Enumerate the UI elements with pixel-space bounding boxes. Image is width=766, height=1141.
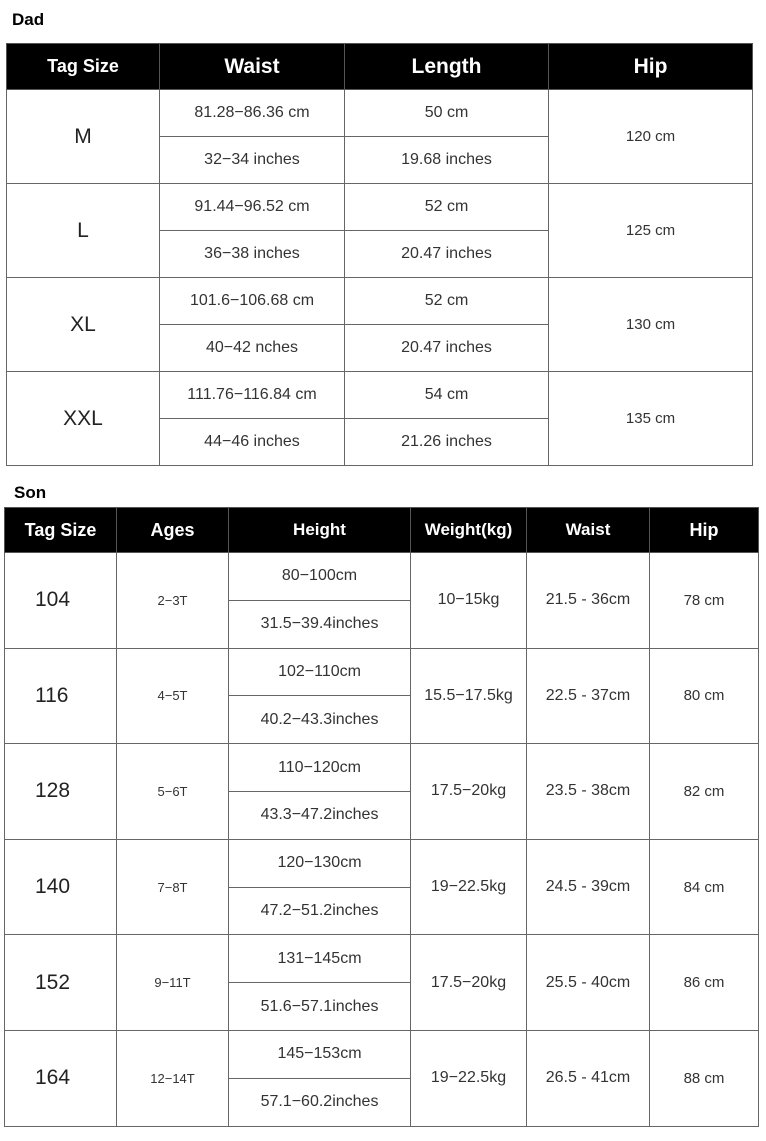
son-height-cm-cell: 131−145cm <box>229 935 411 983</box>
dad-length-cm-cell: 52 cm <box>345 278 549 325</box>
son-hip-cell: 86 cm <box>650 935 759 1031</box>
dad-row-xxl <box>7 372 753 419</box>
dad-length-in-cell: 20.47 inches <box>345 231 549 278</box>
son-tag-size-cell: 164 <box>5 1030 117 1126</box>
son-tag-size-cell: 152 <box>5 935 117 1031</box>
dad-length-cm-cell: 50 cm <box>345 90 549 137</box>
dad-tag-size-cell: XL <box>7 278 160 372</box>
son-ages-cell: 2−3T <box>117 553 229 649</box>
son-weight-cell: 17.5−20kg <box>411 744 527 840</box>
dad-tag-size-cell: XXL <box>7 372 160 466</box>
son-ages-cell: 7−8T <box>117 839 229 935</box>
dad-size-table <box>6 43 753 466</box>
son-height-cm-cell: 120−130cm <box>229 839 411 887</box>
son-height-cm-cell: 110−120cm <box>229 744 411 792</box>
dad-waist-in-cell: 32−34 inches <box>160 137 345 184</box>
son-header-hip: Hip <box>650 508 759 553</box>
dad-waist-in-cell: 36−38 inches <box>160 231 345 278</box>
son-height-cm-cell: 80−100cm <box>229 553 411 601</box>
son-tag-size-cell: 104 <box>5 553 117 649</box>
son-row-128 <box>5 744 759 792</box>
dad-hip-cell: 125 cm <box>549 184 753 278</box>
son-hip-cell: 78 cm <box>650 553 759 649</box>
son-tag-size-cell: 116 <box>5 648 117 744</box>
dad-waist-cm-cell: 101.6−106.68 cm <box>160 278 345 325</box>
son-weight-cell: 19−22.5kg <box>411 1030 527 1126</box>
dad-header-tag-size: Tag Size <box>7 44 160 90</box>
son-weight-cell: 17.5−20kg <box>411 935 527 1031</box>
dad-waist-cm-cell: 91.44−96.52 cm <box>160 184 345 231</box>
dad-row-xl <box>7 278 753 325</box>
son-ages-cell: 4−5T <box>117 648 229 744</box>
son-height-in-cell: 40.2−43.3inches <box>229 696 411 744</box>
son-waist-cell: 22.5 - 37cm <box>527 648 650 744</box>
son-waist-cell: 25.5 - 40cm <box>527 935 650 1031</box>
son-header-waist: Waist <box>527 508 650 553</box>
dad-header-length: Length <box>345 44 549 90</box>
son-height-cm-cell: 145−153cm <box>229 1030 411 1078</box>
dad-header-hip: Hip <box>549 44 753 90</box>
son-row-152 <box>5 935 759 983</box>
son-ages-cell: 5−6T <box>117 744 229 840</box>
dad-length-in-cell: 21.26 inches <box>345 419 549 466</box>
son-height-cm-cell: 102−110cm <box>229 648 411 696</box>
son-hip-cell: 84 cm <box>650 839 759 935</box>
dad-row-m <box>7 90 753 137</box>
son-hip-cell: 80 cm <box>650 648 759 744</box>
son-weight-cell: 15.5−17.5kg <box>411 648 527 744</box>
son-hip-cell: 82 cm <box>650 744 759 840</box>
son-row-140 <box>5 839 759 887</box>
son-waist-cell: 21.5 - 36cm <box>527 553 650 649</box>
dad-tag-size-cell: L <box>7 184 160 278</box>
son-weight-cell: 19−22.5kg <box>411 839 527 935</box>
son-waist-cell: 23.5 - 38cm <box>527 744 650 840</box>
dad-header-row <box>7 44 753 90</box>
son-header-height: Height <box>229 508 411 553</box>
dad-length-cm-cell: 54 cm <box>345 372 549 419</box>
son-header-ages: Ages <box>117 508 229 553</box>
son-waist-cell: 26.5 - 41cm <box>527 1030 650 1126</box>
dad-header-waist: Waist <box>160 44 345 90</box>
dad-length-in-cell: 20.47 inches <box>345 325 549 372</box>
son-row-116 <box>5 648 759 696</box>
son-section-title: Son <box>14 483 47 502</box>
son-waist-cell: 24.5 - 39cm <box>527 839 650 935</box>
dad-length-cm-cell: 52 cm <box>345 184 549 231</box>
dad-row-l <box>7 184 753 231</box>
son-weight-cell: 10−15kg <box>411 553 527 649</box>
son-header-tag-size: Tag Size <box>5 508 117 553</box>
son-tag-size-cell: 140 <box>5 839 117 935</box>
son-tag-size-cell: 128 <box>5 744 117 840</box>
son-hip-cell: 88 cm <box>650 1030 759 1126</box>
son-header-weight: Weight(kg) <box>411 508 527 553</box>
son-header-row <box>5 508 759 553</box>
dad-waist-in-cell: 40−42 nches <box>160 325 345 372</box>
son-row-104 <box>5 553 759 601</box>
dad-waist-in-cell: 44−46 inches <box>160 419 345 466</box>
dad-section-title: Dad <box>12 10 45 29</box>
dad-hip-cell: 120 cm <box>549 90 753 184</box>
son-ages-cell: 9−11T <box>117 935 229 1031</box>
son-height-in-cell: 31.5−39.4inches <box>229 600 411 648</box>
son-row-164 <box>5 1030 759 1078</box>
son-height-in-cell: 47.2−51.2inches <box>229 887 411 935</box>
dad-length-in-cell: 19.68 inches <box>345 137 549 184</box>
son-height-in-cell: 43.3−47.2inches <box>229 791 411 839</box>
son-height-in-cell: 57.1−60.2inches <box>229 1078 411 1126</box>
dad-tag-size-cell: M <box>7 90 160 184</box>
dad-hip-cell: 130 cm <box>549 278 753 372</box>
son-ages-cell: 12−14T <box>117 1030 229 1126</box>
son-size-table <box>4 507 759 1127</box>
dad-waist-cm-cell: 81.28−86.36 cm <box>160 90 345 137</box>
son-height-in-cell: 51.6−57.1inches <box>229 983 411 1031</box>
dad-waist-cm-cell: 111.76−116.84 cm <box>160 372 345 419</box>
dad-hip-cell: 135 cm <box>549 372 753 466</box>
